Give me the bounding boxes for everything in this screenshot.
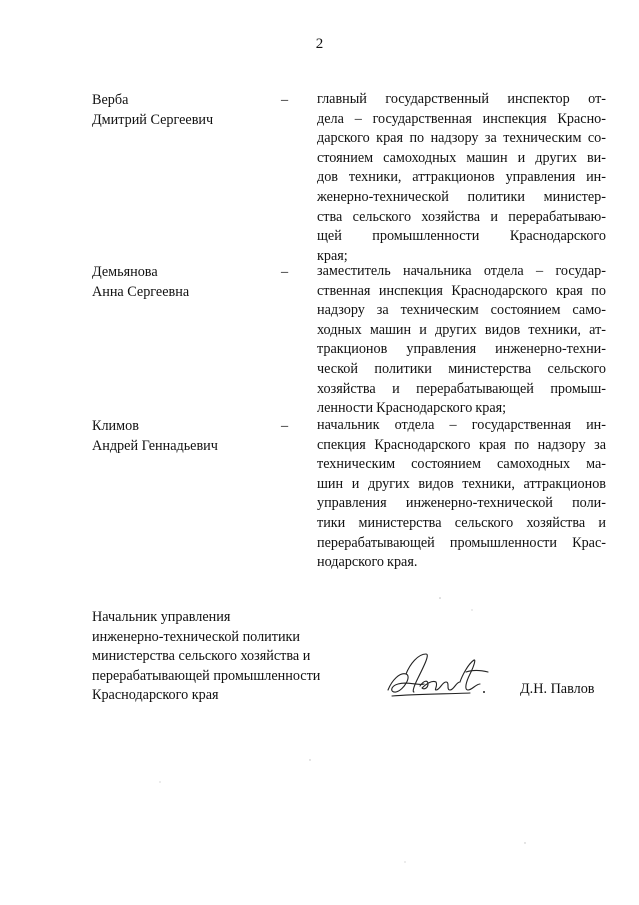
member-given-names: Анна Сергеевна — [92, 284, 190, 300]
role-line: главный государственный инспектор от- — [317, 91, 606, 107]
handwritten-signature — [384, 650, 494, 706]
role-line: управления инженерно-технической поли- — [317, 495, 606, 512]
role-line: заместитель начальника отдела – государ- — [317, 263, 606, 279]
role-line: ходных машин и других видов техники, ат- — [317, 321, 606, 338]
role-line: края; — [317, 247, 348, 264]
member-given-names: Дмитрий Сергеевич — [92, 112, 214, 128]
role-line: дарского края по надзору за техническим со- — [317, 130, 606, 147]
member-surname: Верба — [92, 92, 129, 108]
signatory-title-line: Начальник управления — [92, 609, 231, 625]
role-line: начальник отдела – государственная ин- — [317, 417, 606, 433]
role-line: спекция Краснодарского края по надзору за — [317, 436, 606, 453]
role-line: ленности Краснодарского края; — [317, 400, 507, 417]
role-line: щей промышленности Краснодарского — [317, 228, 606, 245]
role-line: женерно-технической политики министер- — [317, 188, 606, 205]
member-role — [317, 262, 606, 419]
signatory-title-line: инженерно-технической политики — [92, 628, 301, 645]
signatory-title-line: министерства сельского хозяйства и — [92, 648, 311, 664]
role-line: хозяйства и перерабатывающей промыш- — [317, 380, 606, 397]
role-line: техническим состоянием самоходных ма- — [317, 456, 606, 473]
role-line: стоянием самоходных машин и других ви- — [317, 149, 606, 166]
member-role — [317, 416, 606, 573]
member-role — [317, 90, 606, 266]
role-line: ства сельского хозяйства и перерабатываю- — [317, 208, 606, 225]
signatory-title-line: перерабатывающей промышленности — [92, 667, 321, 684]
role-line: перерабатывающей промышленности Крас- — [317, 534, 606, 551]
signatory-name: Д.Н. Павлов — [520, 681, 595, 697]
role-line: надзору за техническим состоянием само- — [317, 302, 606, 319]
member-name — [92, 262, 189, 302]
role-line: нодарского края. — [317, 554, 418, 571]
role-line: дела – государственная инспекция Красно- — [317, 110, 606, 127]
page-number: 2 — [315, 36, 324, 52]
signatory-title-line: Краснодарского края — [92, 687, 219, 703]
role-line: тики министерства сельского хозяйства и — [317, 514, 606, 531]
role-line: тракционов управления инженерно-техни- — [317, 341, 606, 358]
member-surname: Демьянова — [92, 264, 158, 280]
member-given-names: Андрей Геннадьевич — [92, 438, 218, 454]
role-line: ческой политики министерства сельского — [317, 360, 606, 377]
member-name — [92, 90, 213, 130]
dash-separator: – — [281, 264, 289, 280]
role-line: ственная инспекция Краснодарского края по — [317, 282, 606, 299]
role-line: шин и других видов техники, аттракционов — [317, 475, 606, 492]
member-name — [92, 416, 218, 456]
member-surname: Климов — [92, 418, 139, 434]
role-line: дов техники, аттракционов управления ин- — [317, 169, 606, 186]
dash-separator: – — [281, 418, 289, 434]
signatory-title — [92, 608, 320, 706]
dash-separator: – — [281, 92, 289, 108]
